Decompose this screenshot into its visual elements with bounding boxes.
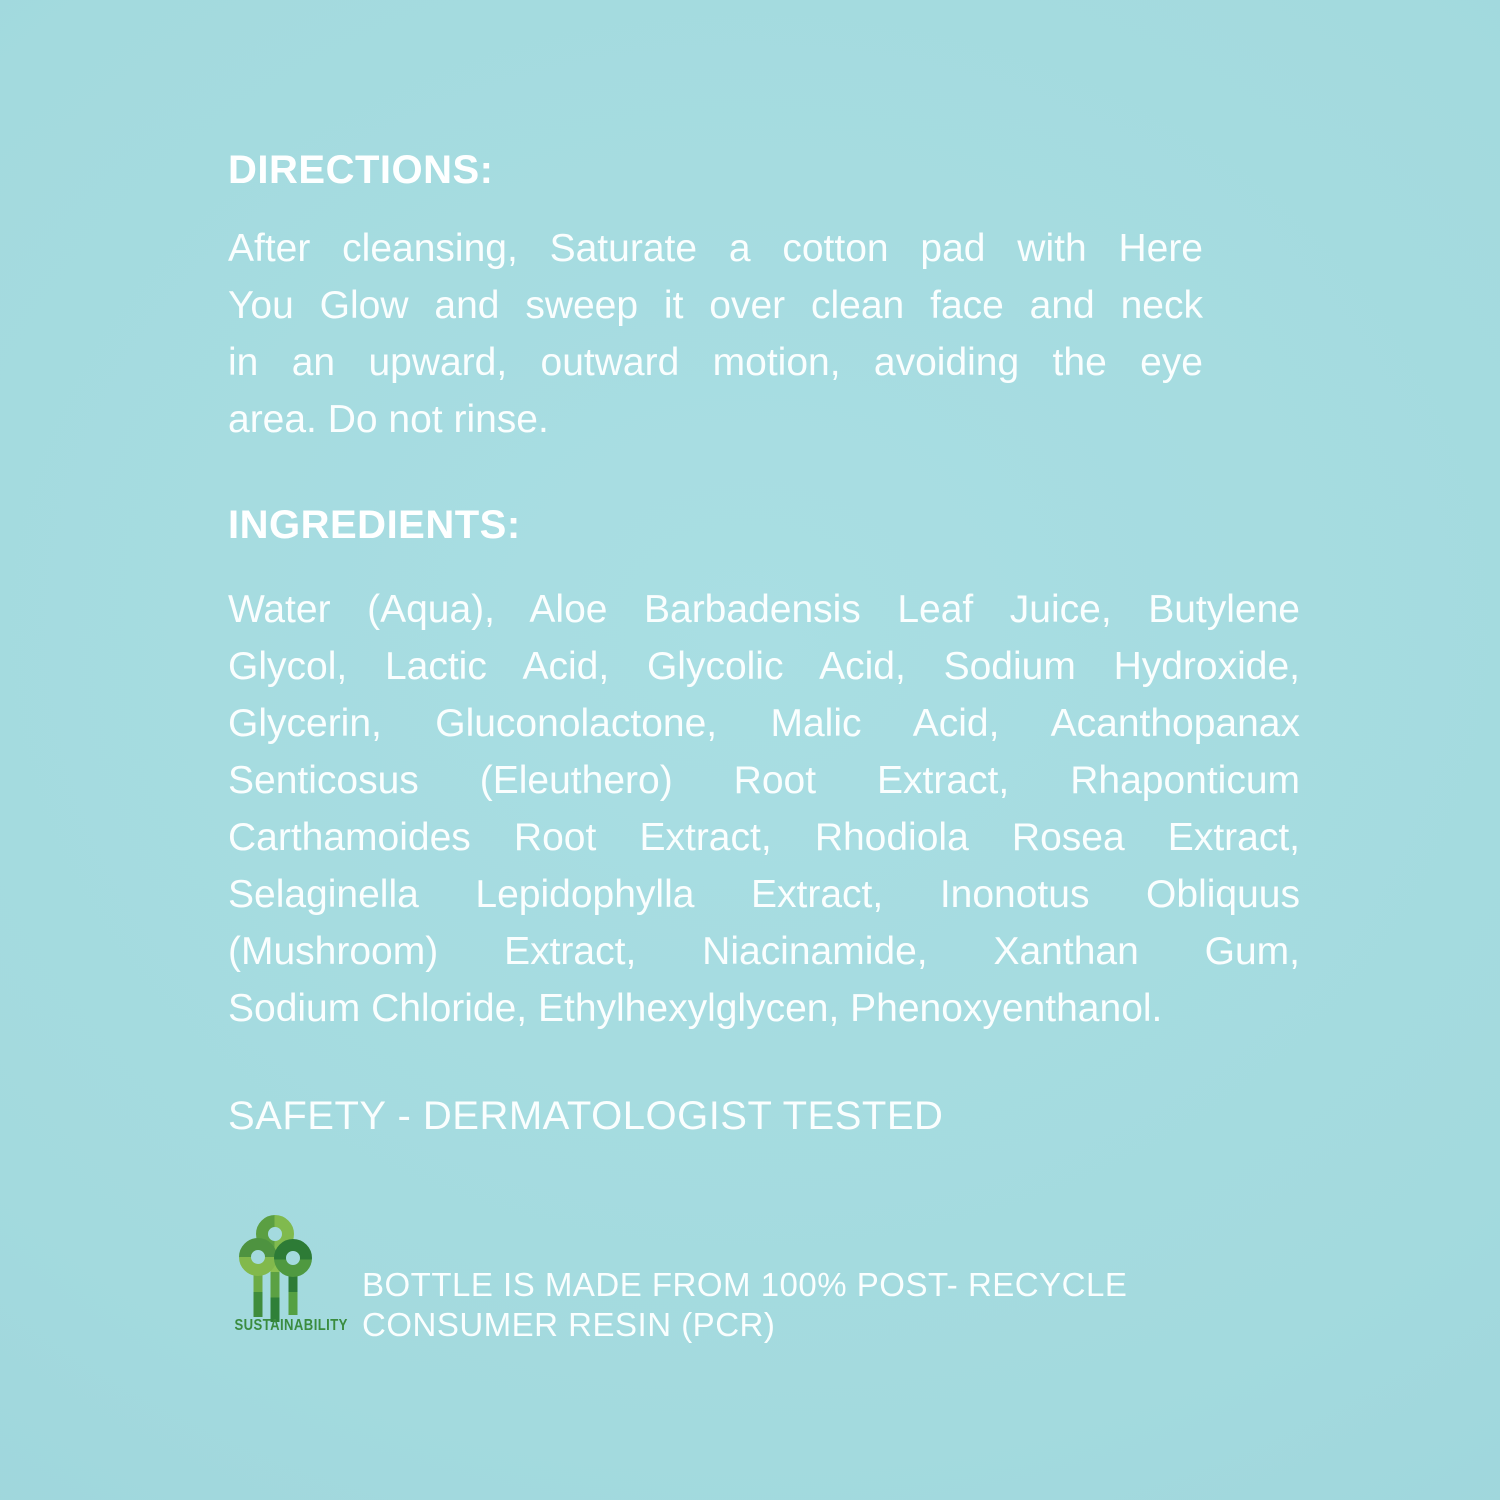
sustainability-label (222, 1316, 358, 1336)
text-line: Carthamoides Root Extract, Rhodiola Rosea Extract, (228, 816, 1300, 859)
text-line: Glycerin, Gluconolactone, Malic Acid, Acanthopanax (228, 702, 1300, 745)
safety-statement: SAFETY - DERMATOLOGIST TESTED (228, 1094, 944, 1138)
text-line: Senticosus (Eleuthero) Root Extract, Rhaponticum (228, 759, 1300, 802)
text-line: Glycol, Lactic Acid, Glycolic Acid, Sodium Hydroxide, (228, 645, 1300, 688)
text-line: (Mushroom) Extract, Niacinamide, Xanthan Gum, (228, 930, 1300, 973)
text-line: in an upward, outward motion, avoiding the eye (228, 341, 1203, 384)
directions-paragraph (228, 220, 1203, 448)
recycle-note (362, 1265, 1127, 1345)
text-line: After cleansing, Saturate a cotton pad with Here (228, 227, 1203, 270)
text-line: Selaginella Lepidophylla Extract, Inonotus Obliquus (228, 873, 1300, 916)
ingredients-paragraph (228, 581, 1300, 1037)
sustainability-label-text: SUSTAINABILITY (234, 1317, 348, 1334)
text-line: area. Do not rinse. (228, 398, 549, 441)
ingredients-heading: INGREDIENTS: (228, 503, 521, 547)
text-line: BOTTLE IS MADE FROM 100% POST- RECYCLE (362, 1266, 1128, 1303)
text-line: Water (Aqua), Aloe Barbadensis Leaf Juice, Butylene (228, 588, 1300, 631)
directions-heading: DIRECTIONS: (228, 148, 494, 192)
text-line: Sodium Chloride, Ethylhexylglycen, Phenoxyenthanol. (228, 987, 1163, 1030)
text-line: You Glow and sweep it over clean face and neck (228, 284, 1203, 327)
text-line: CONSUMER RESIN (PCR) (362, 1306, 776, 1343)
